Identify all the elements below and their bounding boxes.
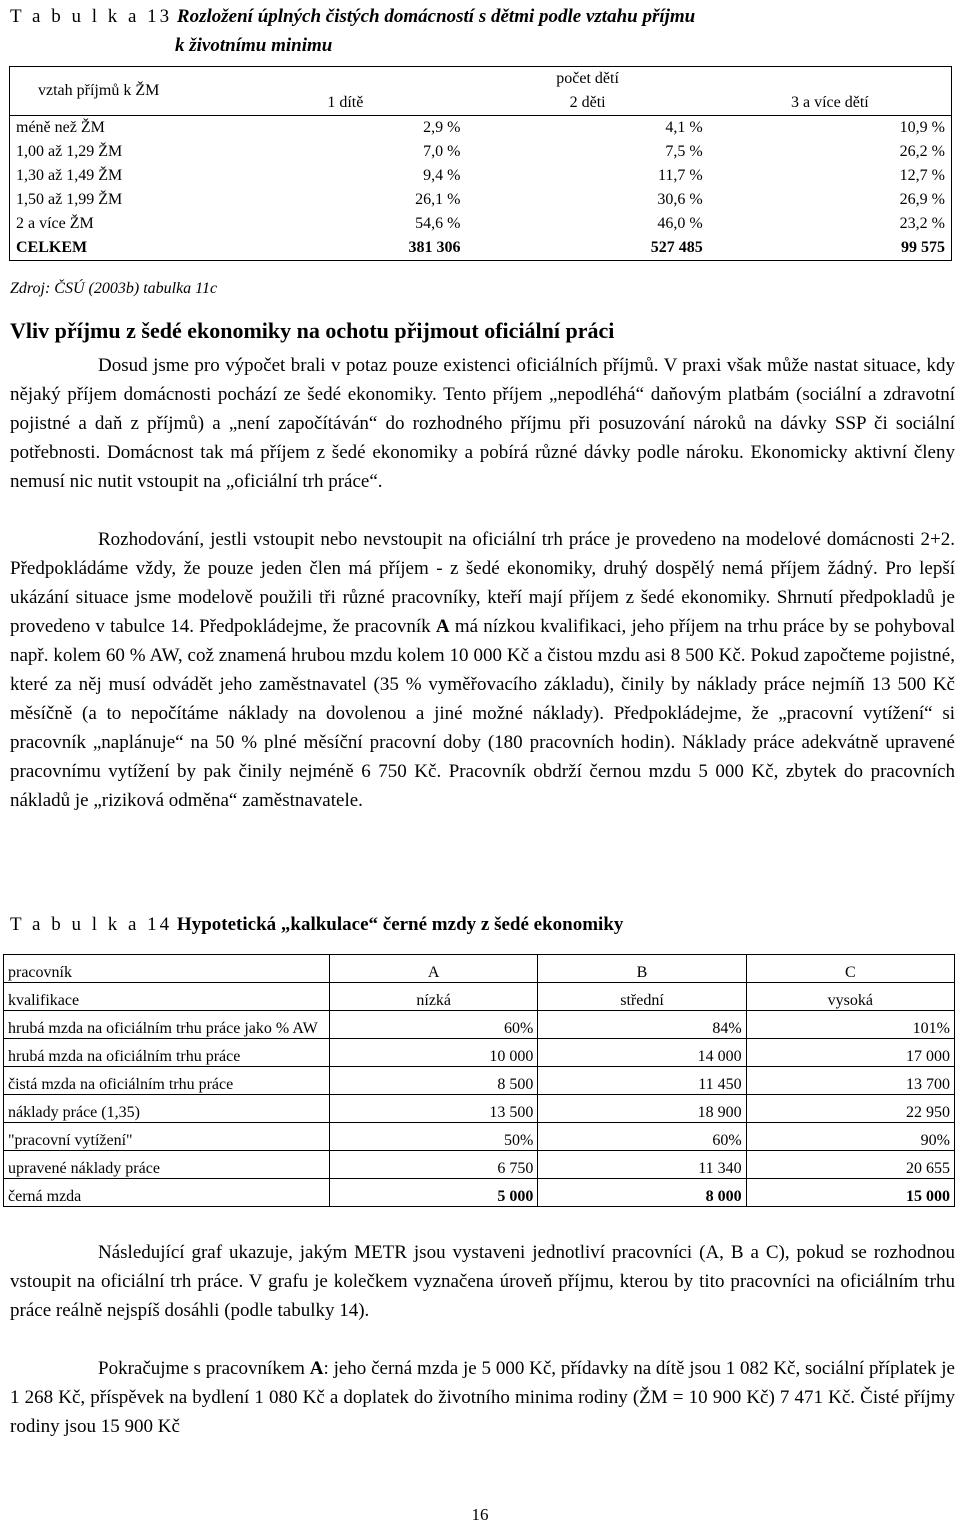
- table14-row-label: "pracovní vytížení": [4, 1123, 330, 1151]
- table14-cell: vysoká: [746, 983, 954, 1011]
- table14-row-label: kvalifikace: [4, 983, 330, 1011]
- table14-cell: 84%: [538, 1011, 746, 1039]
- table13-total-cell: 527 485: [466, 236, 708, 261]
- table-row: [4, 1011, 955, 1039]
- table14-row-label: hrubá mzda na oficiálním trhu práce: [4, 1039, 330, 1067]
- table14-row-label: pracovník: [4, 955, 330, 983]
- table13-cell: 54,6 %: [415, 215, 461, 232]
- table13-cell: 26,1 %: [415, 191, 461, 208]
- table14-cell: 14 000: [538, 1039, 746, 1067]
- table13-total-row: [10, 236, 952, 261]
- table-row: [4, 1151, 955, 1179]
- table-row: [4, 1179, 955, 1207]
- page-number: 16: [471, 1505, 489, 1524]
- table14-cell: 8 000: [538, 1179, 746, 1207]
- table13-row-label: 2 a více ŽM: [10, 212, 225, 236]
- table13-group-header: počet dětí: [224, 67, 951, 92]
- table13-row-label: 1,00 až 1,29 ŽM: [10, 140, 225, 164]
- table13-total-cell: 99 575: [709, 236, 952, 261]
- paragraph-1: Dosud jsme pro výpočet brali v potaz pouze existenci oficiálních příjmů. V praxi však může nastat situace, kdy nějaký příjem domácnosti pochází ze šedé ekonomiky. Tento příjem „nepodléhá“ daňovým platbám (sociální a zdravotní pojistné a daň z příjmů) a „není započítáván“ do rozhodného příjmu při posuzování nároků na dávky SSP či sociální potřebnosti. Domácnost tak má příjem z šedé ekonomiky a pobírá různé dávky podle nároku. Ekonomicky aktivní členy nemusí nic nutit vstoupit na „oficiální trh práce“.: [10, 355, 955, 492]
- table14-title-text: Hypotetická „kalkulace“ černé mzdy z šedé ekonomiky: [176, 914, 624, 935]
- table14-cell: 11 340: [538, 1151, 746, 1179]
- section-heading: Vliv příjmu z šedé ekonomiky na ochotu přijmout oficiální práci: [10, 318, 615, 343]
- table14-cell: 13 700: [746, 1067, 954, 1095]
- paragraph-4: [10, 1354, 955, 1441]
- paragraph-2-bold: A: [435, 616, 450, 637]
- table13-total-label: CELKEM: [10, 236, 225, 261]
- table14-cell: C: [746, 955, 954, 983]
- table14: [3, 954, 955, 1207]
- table13-title: [10, 2, 955, 60]
- table13-row-label: méně než ŽM: [10, 116, 225, 141]
- table13-total-cell: 381 306: [224, 236, 466, 261]
- table13-cell: 12,7 %: [709, 164, 952, 188]
- table13-cell: 46,0 %: [657, 215, 703, 232]
- paragraph-2-text-a: Rozhodování, jestli vstoupit nebo nevstoupit na oficiální trh práce je provedeno na modelové domácnosti 2+2. Předpokládáme vždy, že pouze jeden člen má příjem - z šedé ekonomiky, druhý dospělý nemá příjem žádný. Pro lepší ukázání situace jsme modelově použili tři různé pracovníky, kteří mají příjem z šedé ekonomiky. Shrnutí předpokladů je provedeno v tabulce 14. Předpokládejme, že pracovník: [10, 529, 955, 637]
- table14-cell: 22 950: [746, 1095, 954, 1123]
- table-row: [4, 1095, 955, 1123]
- table13-cell: 7,0 %: [423, 143, 461, 160]
- table14-label: T a b u l k a 14: [10, 914, 173, 935]
- table13-col-2: 2 děti: [569, 94, 606, 111]
- table13-cell: 2,9 %: [224, 116, 466, 141]
- table14-cell: 10 000: [330, 1039, 538, 1067]
- table14-row-label: hrubá mzda na oficiálním trhu práce jako % AW: [4, 1011, 330, 1039]
- table13: [9, 66, 952, 261]
- paragraph-4-bold: A: [309, 1358, 324, 1379]
- table13-row-label: 1,30 až 1,49 ŽM: [10, 164, 225, 188]
- paragraph-4-text-a: Pokračujme s pracovníkem: [98, 1358, 310, 1379]
- table13-label: T a b u l k a 13: [10, 6, 173, 27]
- table13-source: Zdroj: ČSÚ (2003b) tabulka 11c: [10, 280, 218, 297]
- table-row: [4, 955, 955, 983]
- table14-cell: 90%: [746, 1123, 954, 1151]
- table13-title-line1: Rozložení úplných čistých domácností s dětmi podle vztahu příjmu: [176, 6, 696, 27]
- table13-cell: 4,1 %: [466, 116, 708, 141]
- table13-cell: 30,6 %: [657, 191, 703, 208]
- table13-cell: 10,9 %: [709, 116, 952, 141]
- table14-cell: 17 000: [746, 1039, 954, 1067]
- table13-cell: 7,5 %: [665, 143, 703, 160]
- table-row: [10, 164, 952, 188]
- table14-title: [10, 910, 623, 939]
- table13-cell: 26,2 %: [709, 140, 952, 164]
- table-row: [4, 983, 955, 1011]
- table-row: [10, 188, 952, 212]
- table-row: [10, 116, 952, 141]
- table14-cell: 20 655: [746, 1151, 954, 1179]
- table-row: [10, 212, 952, 236]
- table-row: [4, 1123, 955, 1151]
- table13-cell: 23,2 %: [709, 212, 952, 236]
- table13-cell: 26,9 %: [709, 188, 952, 212]
- table14-cell: B: [538, 955, 746, 983]
- table14-row-label: černá mzda: [4, 1179, 330, 1207]
- table14-cell: 101%: [746, 1011, 954, 1039]
- table13-row-header: vztah příjmů k ŽM: [10, 67, 225, 116]
- table14-row-label: náklady práce (1,35): [4, 1095, 330, 1123]
- table14-cell: střední: [538, 983, 746, 1011]
- table14-cell: 60%: [538, 1123, 746, 1151]
- table13-cell: 11,7 %: [657, 167, 703, 184]
- paragraph-2: [10, 525, 955, 815]
- table13-col-3: 3 a více dětí: [709, 91, 952, 116]
- table14-cell: 6 750: [330, 1151, 538, 1179]
- table13-row-label: 1,50 až 1,99 ŽM: [10, 188, 225, 212]
- table14-cell: 11 450: [538, 1067, 746, 1095]
- table14-cell: 50%: [330, 1123, 538, 1151]
- table13-cell: 9,4 %: [423, 167, 461, 184]
- paragraph-3: Následující graf ukazuje, jakým METR jsou vystaveni jednotliví pracovníci (A, B a C), pokud se rozhodnou vstoupit na oficiální trh práce. V grafu je kolečkem vyznačena úroveň příjmu, kterou by tito pracovníci na oficiálním trhu práce reálně nejspíš dosáhli (podle tabulky 14).: [10, 1242, 955, 1321]
- table-row: [4, 1067, 955, 1095]
- table14-row-label: upravené náklady práce: [4, 1151, 330, 1179]
- table-row: [4, 1039, 955, 1067]
- table13-title-line2: k životnímu minimu: [175, 35, 333, 56]
- table14-cell: 8 500: [330, 1067, 538, 1095]
- table14-cell: 60%: [330, 1011, 538, 1039]
- table-row: [10, 140, 952, 164]
- table14-row-label: čistá mzda na oficiálním trhu práce: [4, 1067, 330, 1095]
- table14-cell: nízká: [330, 983, 538, 1011]
- paragraph-2-text-b: má nízkou kvalifikaci, jeho příjem na trhu práce by se pohyboval např. kolem 60 % AW, což znamená hrubou mzdu kolem 10 000 Kč a čistou mzdu asi 8 500 Kč. Pokud započteme pojistné, které za něj musí odvádět jeho zaměstnavatel (35 % vyměřovacího základu), činily by náklady práce nejmíň 13 500 Kč měsíčně (a to nepočítáme náklady na dovolenou a jiné možné náklady). Předpokládejme, že „pracovní vytížení“ si pracovník „naplánuje“ na 50 % plné měsíční pracovní doby (180 pracovních hodin). Náklady práce adekvátně upravené pracovnímu vytížení by pak činily nejméně 6 750 Kč. Pracovník obdrží černou mzdu 5 000 Kč, zbytek do pracovních nákladů je „riziková odměna“ zaměstnavatele.: [10, 616, 955, 811]
- table14-cell: A: [330, 955, 538, 983]
- table13-col-1: 1 dítě: [327, 94, 364, 111]
- table14-cell: 15 000: [746, 1179, 954, 1207]
- table14-cell: 5 000: [330, 1179, 538, 1207]
- table14-cell: 13 500: [330, 1095, 538, 1123]
- paragraph-4-text-b: : jeho černá mzda je 5 000 Kč, přídavky na dítě jsou 1 082 Kč, sociální příplatek je 1 268 Kč, příspěvek na bydlení 1 080 Kč a doplatek do životního minima rodiny (ŽM = 10 900 Kč) 7 471 Kč. Čisté příjmy rodiny jsou 15 900 Kč: [10, 1358, 955, 1437]
- table14-cell: 18 900: [538, 1095, 746, 1123]
